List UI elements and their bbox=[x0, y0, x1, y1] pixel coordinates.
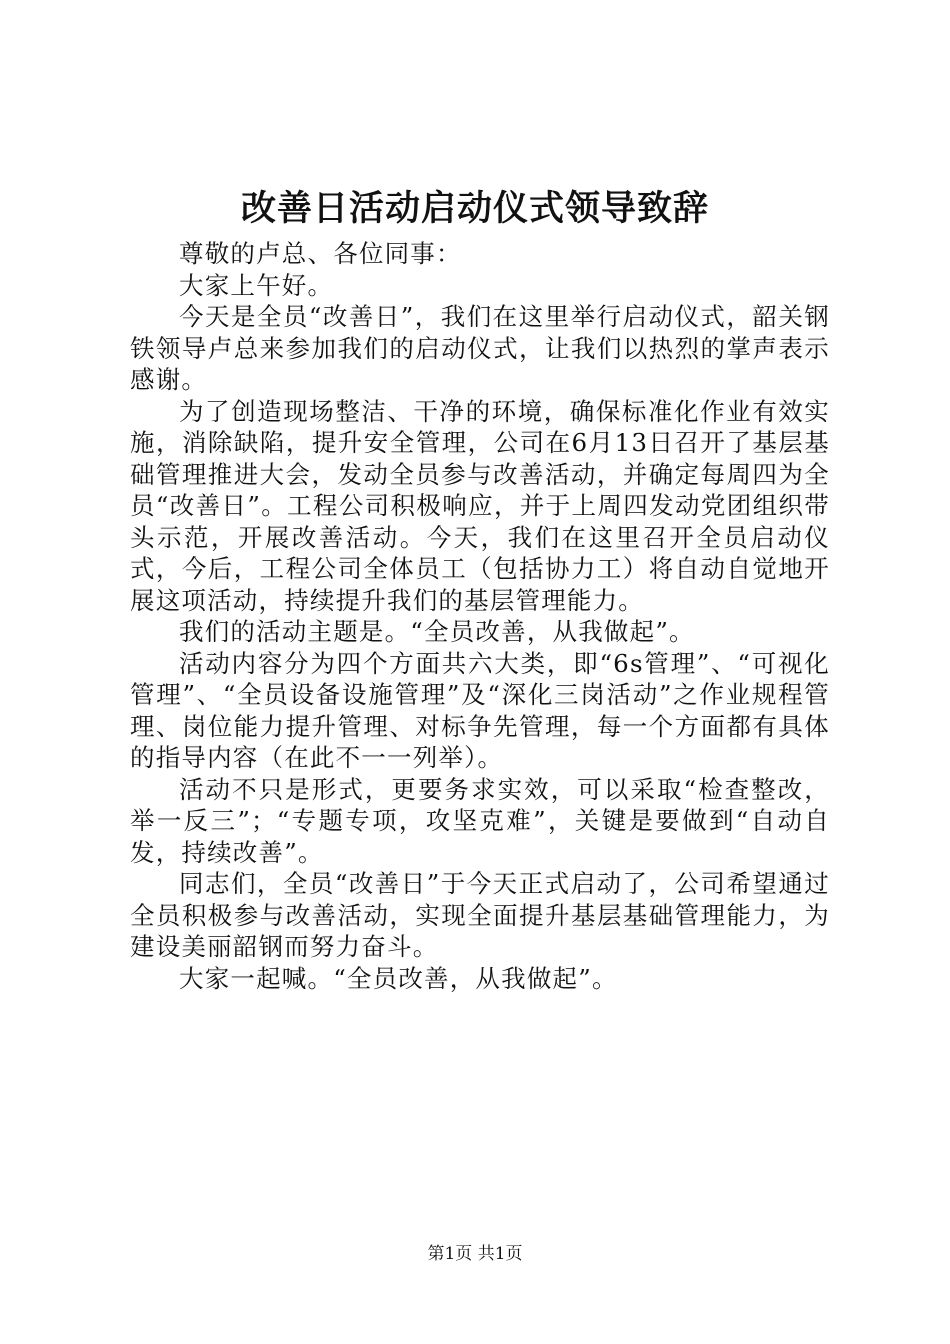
paragraph-theme: 我们的活动主题是。“全员改善，从我做起”。 bbox=[179, 617, 695, 646]
paragraph-greeting: 大家上午好。 bbox=[179, 270, 334, 300]
paragraph-opening: 今天是全员“改善日”，我们在这里举行启动仪式，韶关钢铁领导卢总来参加我们的启动仪式，让我们以热烈的掌声表示感谢。 bbox=[130, 302, 830, 394]
paragraph-closing: 大家一起喊。“全员改善，从我做起”。 bbox=[179, 963, 618, 993]
paragraph-launch: 同志们，全员“改善日”于今天正式启动了，公司希望通过全员积极参与改善活动，实现全面提升基层基础管理能力，为建设美丽韶钢而努力奋斗。 bbox=[130, 869, 830, 961]
paragraph-background: 为了创造现场整洁、干净的环境，确保标准化作业有效实施，消除缺陷，提升安全管理，公司在6月13日召开了基层基础管理推进大会，发动全员参与改善活动，并确定每周四为全员“改善日”。工程公司积极响应，并于上周四发动党团组织带头示范，开展改善活动。今天，我们在这里召开全员启动仪式，今后，工程公司全体员工（包括协力工）将自动自觉地开展这项活动，持续提升我们的基层管理能力。 bbox=[130, 396, 830, 615]
page-number-footer: 第1页 共1页 bbox=[427, 1244, 523, 1264]
paragraph-salutation: 尊敬的卢总、各位同事： bbox=[179, 239, 462, 268]
paragraph-effectiveness: 活动不只是形式，更要务求实效，可以采取“检查整改，举一反三”；“专题专项，攻坚克难”，关键是要做到“自动自发，持续改善”。 bbox=[130, 774, 830, 867]
paragraph-content: 活动内容分为四个方面共六大类，即“6s管理”、“可视化管理”、“全员设备设施管理”及“深化三岗活动”之作业规程管理、岗位能力提升管理、对标争先管理，每一个方面都有具体的指导内容（在此不一一列举）。 bbox=[130, 648, 830, 772]
document-body bbox=[130, 238, 830, 994]
document-title: 改善日活动启动仪式领导致辞 bbox=[240, 188, 709, 229]
